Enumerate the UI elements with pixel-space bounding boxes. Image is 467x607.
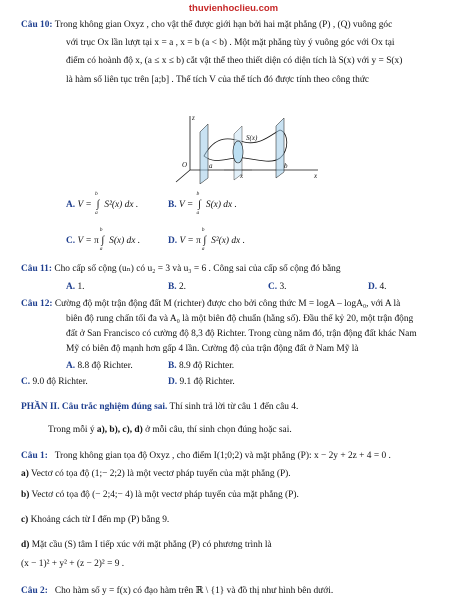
option-text: 2. xyxy=(178,282,186,292)
integral-sign: ∫ b a xyxy=(99,227,105,253)
c1-label: Câu 1: xyxy=(21,451,48,461)
c1-d-equation: (x − 1)² + y² + (z − 2)² = 9 . xyxy=(21,559,125,569)
option-text: 1. xyxy=(77,282,85,292)
option-body: S(x) dx . xyxy=(109,236,141,246)
q12-option-b xyxy=(168,361,234,373)
c1-d xyxy=(21,540,272,552)
part2-title-line xyxy=(21,402,298,414)
option-text: 9.0 độ Richter. xyxy=(32,377,88,387)
option-letter: C. xyxy=(268,282,278,292)
q10-line-1 xyxy=(21,20,392,32)
fig-z-label: z xyxy=(192,114,195,122)
option-letter: B. xyxy=(168,361,177,371)
option-pre: π xyxy=(196,236,201,246)
q11-option-c xyxy=(268,282,287,294)
option-letter: B. xyxy=(168,282,177,292)
option-lhs: V = xyxy=(77,200,95,210)
integral-sign: ∫ b a xyxy=(196,191,201,217)
q12-option-d xyxy=(168,377,235,389)
integral-sign: ∫ b a xyxy=(201,227,207,253)
c2-line xyxy=(21,586,333,598)
part2-title-rest: Thí sinh trả lời từ câu 1 đến câu 4. xyxy=(167,402,299,412)
option-body: S(x) dx . xyxy=(205,200,237,210)
option-text: 8.9 độ Richter. xyxy=(178,361,235,371)
fig-x-axis-label: x xyxy=(314,172,318,180)
integral-upper: b xyxy=(95,191,98,197)
part2-intro-c: ở mỗi câu, thí sinh chọn đúng hoặc sai. xyxy=(142,425,292,435)
option-pre: π xyxy=(94,236,99,246)
c1-text: Trong không gian tọa độ Oxyz , cho điểm I(1;0;2) và mặt phẳng (P): x − 2y + 2z + 4 = 0 . xyxy=(54,451,391,461)
option-body: S²(x) dx . xyxy=(104,200,139,210)
integral-lower: a xyxy=(196,210,200,217)
option-letter: A. xyxy=(66,361,76,371)
q10-option-c xyxy=(66,227,141,253)
q10-option-a xyxy=(66,191,139,217)
integral-lower: a xyxy=(99,246,103,253)
option-text: 8.8 độ Richter. xyxy=(77,361,133,371)
option-body: S²(x) dx . xyxy=(211,236,245,246)
c1-a-text: Vectơ có tọa độ (1;− 2;2) là một vectơ pháp tuyến của mặt phẳng (P). xyxy=(28,469,291,479)
part2-intro-a: Trong mỗi ý xyxy=(48,425,97,435)
q12-text-1: Cường độ một trận động đất M (richter) được cho bởi công thức M = logA – logA₀, với A là xyxy=(54,299,401,309)
q12-text-2: biên độ rung chấn tối đa và A₀ là một biên độ chuẩn (hằng số). Đầu thế kỷ 20, một trận động xyxy=(66,314,414,324)
watermark: thuvienhoclieu.com xyxy=(188,3,279,14)
c1-b-label: b) xyxy=(21,490,30,500)
c1-d-label: d) xyxy=(21,540,30,550)
integral-lower: a xyxy=(95,210,98,217)
fig-a-label: a xyxy=(209,162,213,170)
fig-origin-label: O xyxy=(182,161,188,169)
q11-line xyxy=(21,264,341,276)
c1-b xyxy=(21,490,299,502)
part2-intro-b: a), b), c), d) xyxy=(96,425,143,435)
option-text: 3. xyxy=(279,282,287,292)
c1-b-text: Vectơ có tọa độ (− 2;4;− 4) là một vectơ pháp tuyến của mặt phẳng (P). xyxy=(29,490,299,500)
option-text: 9.1 độ Richter. xyxy=(179,377,235,387)
integral-sign: ∫ b a xyxy=(95,191,100,217)
option-letter: D. xyxy=(168,236,178,246)
q10-option-b xyxy=(168,191,237,217)
q11-label: Câu 11: xyxy=(21,264,52,274)
integral-upper: b xyxy=(201,227,205,233)
c2-label: Câu 2: xyxy=(21,586,48,596)
c1-a-label: a) xyxy=(21,469,29,479)
fig-b-label: b xyxy=(284,162,288,170)
q12-line-1 xyxy=(21,299,400,311)
integral-lower: a xyxy=(201,246,205,253)
c2-text: Cho hàm số y = f(x) có đạo hàm trên ℝ \ {1} và đồ thị như hình bên dưới. xyxy=(54,586,334,596)
q12-option-c xyxy=(21,377,88,389)
option-letter: B. xyxy=(168,200,177,210)
q12-text-4: Mỹ có biên độ mạnh hơn gấp 4 lần. Cường độ của trận động đất ở Nam Mỹ là xyxy=(66,344,359,354)
option-letter: C. xyxy=(66,236,76,246)
q10-text-3: điểm có hoành độ x, (a ≤ x ≤ b) cắt vật thể theo thiết diện có diện tích là S(x) với y = S(x) xyxy=(66,56,403,66)
option-letter: D. xyxy=(368,282,378,292)
option-lhs: V = xyxy=(178,200,196,210)
q10-text-2: với trục Ox lần lượt tại x = a , x = b (a < b) . Một mặt phẳng tùy ý vuông góc với Ox tại xyxy=(66,38,395,48)
q10-label: Câu 10: xyxy=(21,20,53,30)
q11-option-a xyxy=(66,282,85,294)
c1-c-text: Khoảng cách từ I đến mp (P) bằng 9. xyxy=(28,515,170,525)
option-lhs: V = xyxy=(179,236,197,246)
fig-s-label: S(x) xyxy=(246,134,258,142)
c1-d-text: Mặt cầu (S) tâm I tiếp xúc với mặt phẳng (P) có phương trình là xyxy=(29,540,272,550)
integral-upper: b xyxy=(99,227,103,233)
q10-text-4: là hàm số liên tục trên [a;b] . Thể tích V của thể tích đó được tính theo công thức xyxy=(66,75,370,85)
option-letter: A. xyxy=(66,200,76,210)
c1-line xyxy=(21,451,391,463)
c1-a xyxy=(21,469,291,481)
integral-upper: b xyxy=(196,191,200,197)
solid-volume-figure xyxy=(168,112,326,184)
q11-option-b xyxy=(168,282,186,294)
q11-text: Cho cấp số cộng (uₙ) có u₂ = 3 và u₃ = 6 . Công sai của cấp số cộng đó bằng xyxy=(54,264,341,274)
c1-c-label: c) xyxy=(21,515,29,525)
q12-option-a xyxy=(66,361,133,373)
option-letter: D. xyxy=(168,377,178,387)
q11-option-d xyxy=(368,282,387,294)
option-lhs: V = xyxy=(77,236,95,246)
option-letter: A. xyxy=(66,282,76,292)
option-letter: C. xyxy=(21,377,31,387)
q10-text-1: Trong không gian Oxyz , cho vật thể được giới hạn bởi hai mặt phẳng (P) , (Q) vuông góc xyxy=(54,20,393,30)
fig-x-label: x xyxy=(240,172,244,180)
part2-intro xyxy=(48,425,292,437)
option-text: 4. xyxy=(379,282,387,292)
q10-option-d xyxy=(168,227,245,253)
part2-title: PHẦN II. Câu trắc nghiệm đúng sai. xyxy=(21,402,168,412)
q12-label: Câu 12: xyxy=(21,299,53,309)
c1-c xyxy=(21,515,169,527)
q12-text-3: đất ở San Francisco có cường độ 8,3 độ Richter. Trong cùng năm đó, trận động đất khác Nam xyxy=(66,329,417,339)
